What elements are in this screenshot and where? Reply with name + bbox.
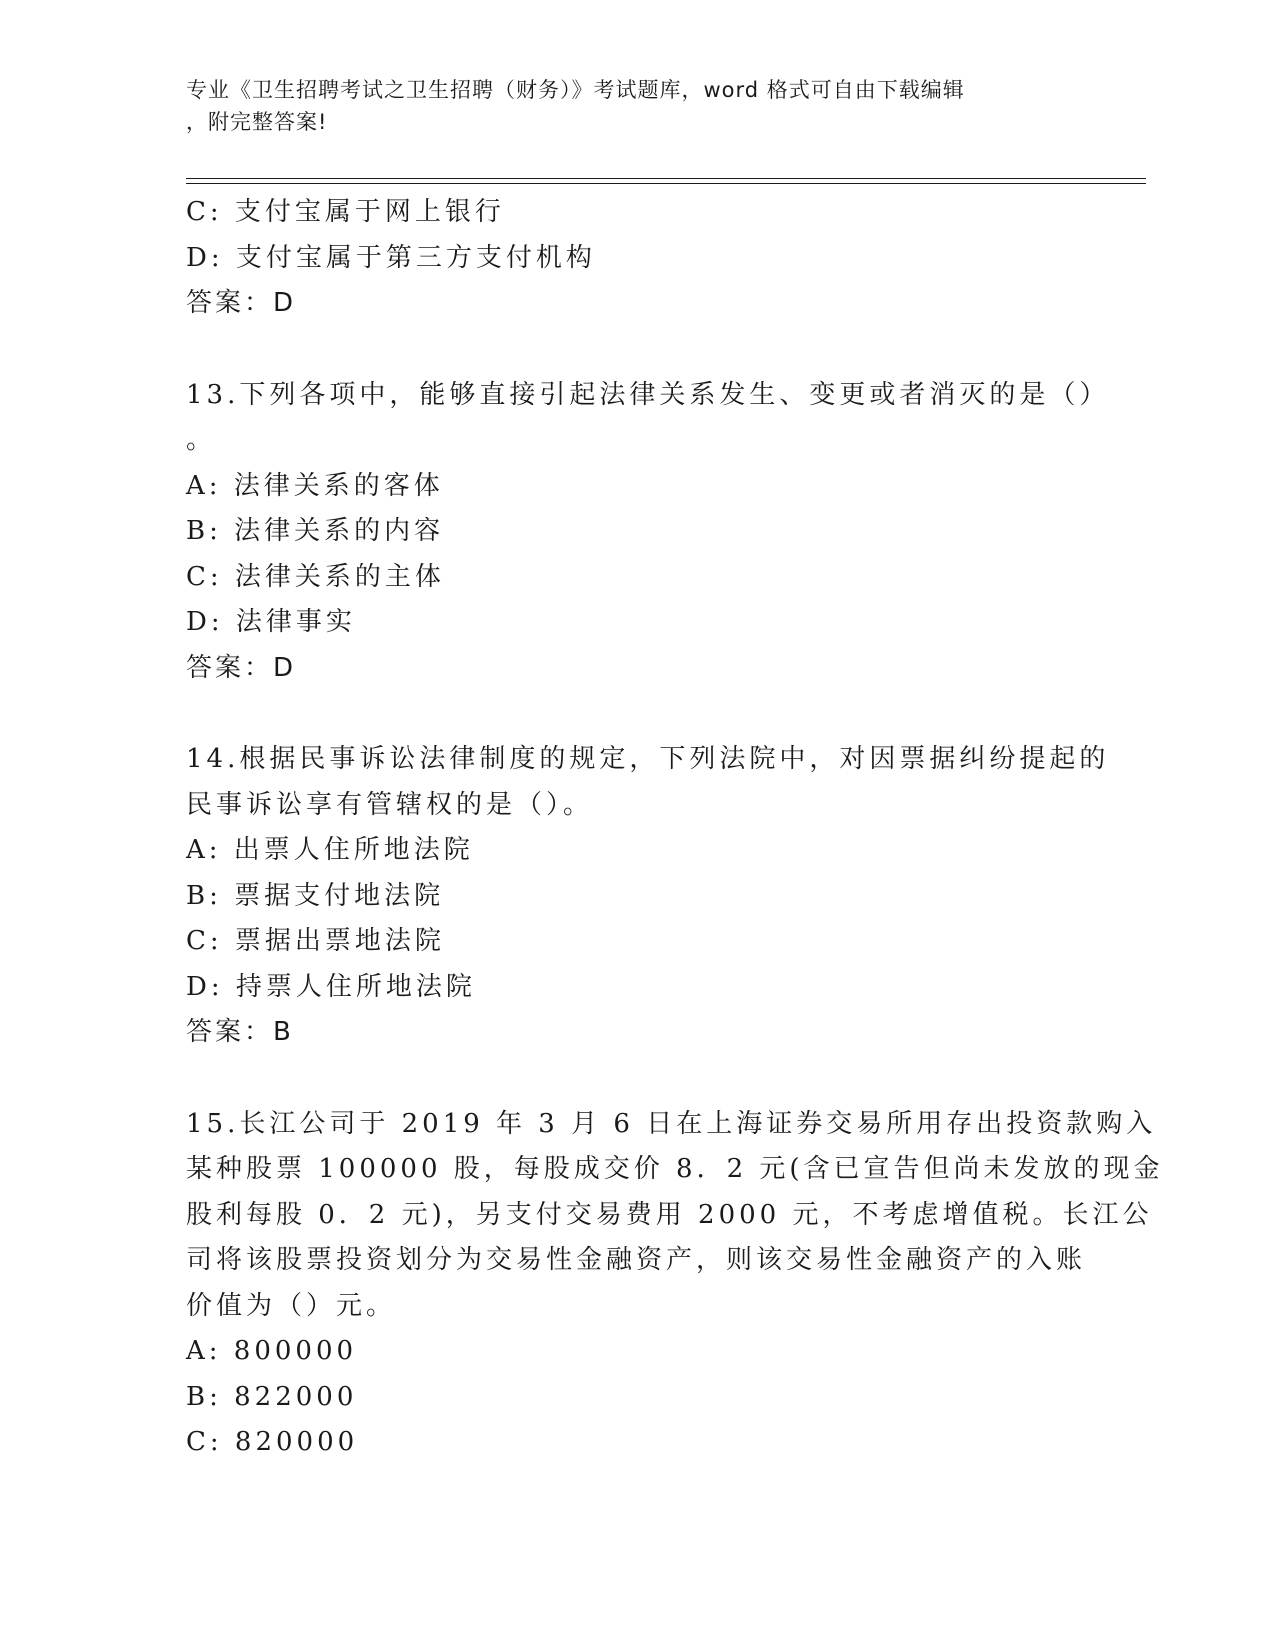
option-b: B: 法律关系的内容 — [186, 516, 445, 546]
question-stem-line-5: 价值为（）元。 — [186, 1290, 397, 1321]
option-d: D: 持票人住所地法院 — [186, 971, 476, 1002]
header-line-1: 专业《卫生招聘考试之卫生招聘（财务）》考试题库，word 格式可自由下载编辑 — [186, 78, 965, 102]
option-c: C: 支付宝属于网上银行 — [186, 197, 505, 227]
option-c: C: 票据出票地法院 — [186, 926, 445, 956]
document-header — [186, 74, 1066, 138]
option-b: B: 票据支付地法院 — [186, 880, 445, 911]
option-c: C: 法律关系的主体 — [186, 561, 445, 592]
question-14 — [186, 737, 1110, 1056]
question-stem-line-2: 。 — [186, 425, 217, 455]
question-stem-line-2: 民事诉讼享有管辖权的是（）。 — [186, 789, 594, 820]
question-12 — [186, 190, 1086, 327]
answer-line: 答案：B — [186, 1017, 294, 1047]
header-divider-top — [186, 178, 1146, 179]
question-stem-line-4: 司将该股票投资划分为交易性金融资产，则该交易性金融资产的入账 — [186, 1245, 1087, 1275]
header-line-2: ，附完整答案! — [186, 110, 328, 134]
spacer — [186, 691, 1086, 737]
option-a: A: 800000 — [186, 1336, 358, 1366]
question-stem-line-3: 股利每股 0．2 元)，另支付交易费用 2000 元，不考虑增值税。长江公 — [186, 1199, 1153, 1230]
document-body — [186, 190, 1164, 1466]
option-a: A: 法律关系的客体 — [186, 470, 444, 501]
option-d: D: 法律事实 — [186, 607, 356, 637]
option-b: B: 822000 — [186, 1381, 358, 1412]
option-c: C: 820000 — [186, 1427, 359, 1457]
question-stem-line-1: 14.根据民事诉讼法律制度的规定，下列法院中，对因票据纠纷提起的 — [186, 744, 1110, 774]
option-a: A: 出票人住所地法院 — [186, 835, 474, 865]
question-stem-line-2: 某种股票 100000 股，每股成交价 8．2 元(含已宣告但尚未发放的现金 — [186, 1154, 1164, 1184]
header-divider-bottom — [186, 183, 1146, 184]
answer-line: 答案：D — [186, 288, 297, 318]
question-stem-line-1: 13.下列各项中，能够直接引起法律关系发生、变更或者消灭的是（） — [186, 379, 1110, 410]
answer-line: 答案：D — [186, 652, 297, 683]
option-d: D: 支付宝属于第三方支付机构 — [186, 242, 596, 273]
spacer — [186, 1056, 1086, 1102]
question-15 — [186, 1102, 1164, 1466]
question-stem-line-1: 15.长江公司于 2019 年 3 月 6 日在上海证券交易所用存出投资款购入 — [186, 1108, 1157, 1139]
question-13 — [186, 373, 1110, 692]
spacer — [186, 327, 1086, 373]
